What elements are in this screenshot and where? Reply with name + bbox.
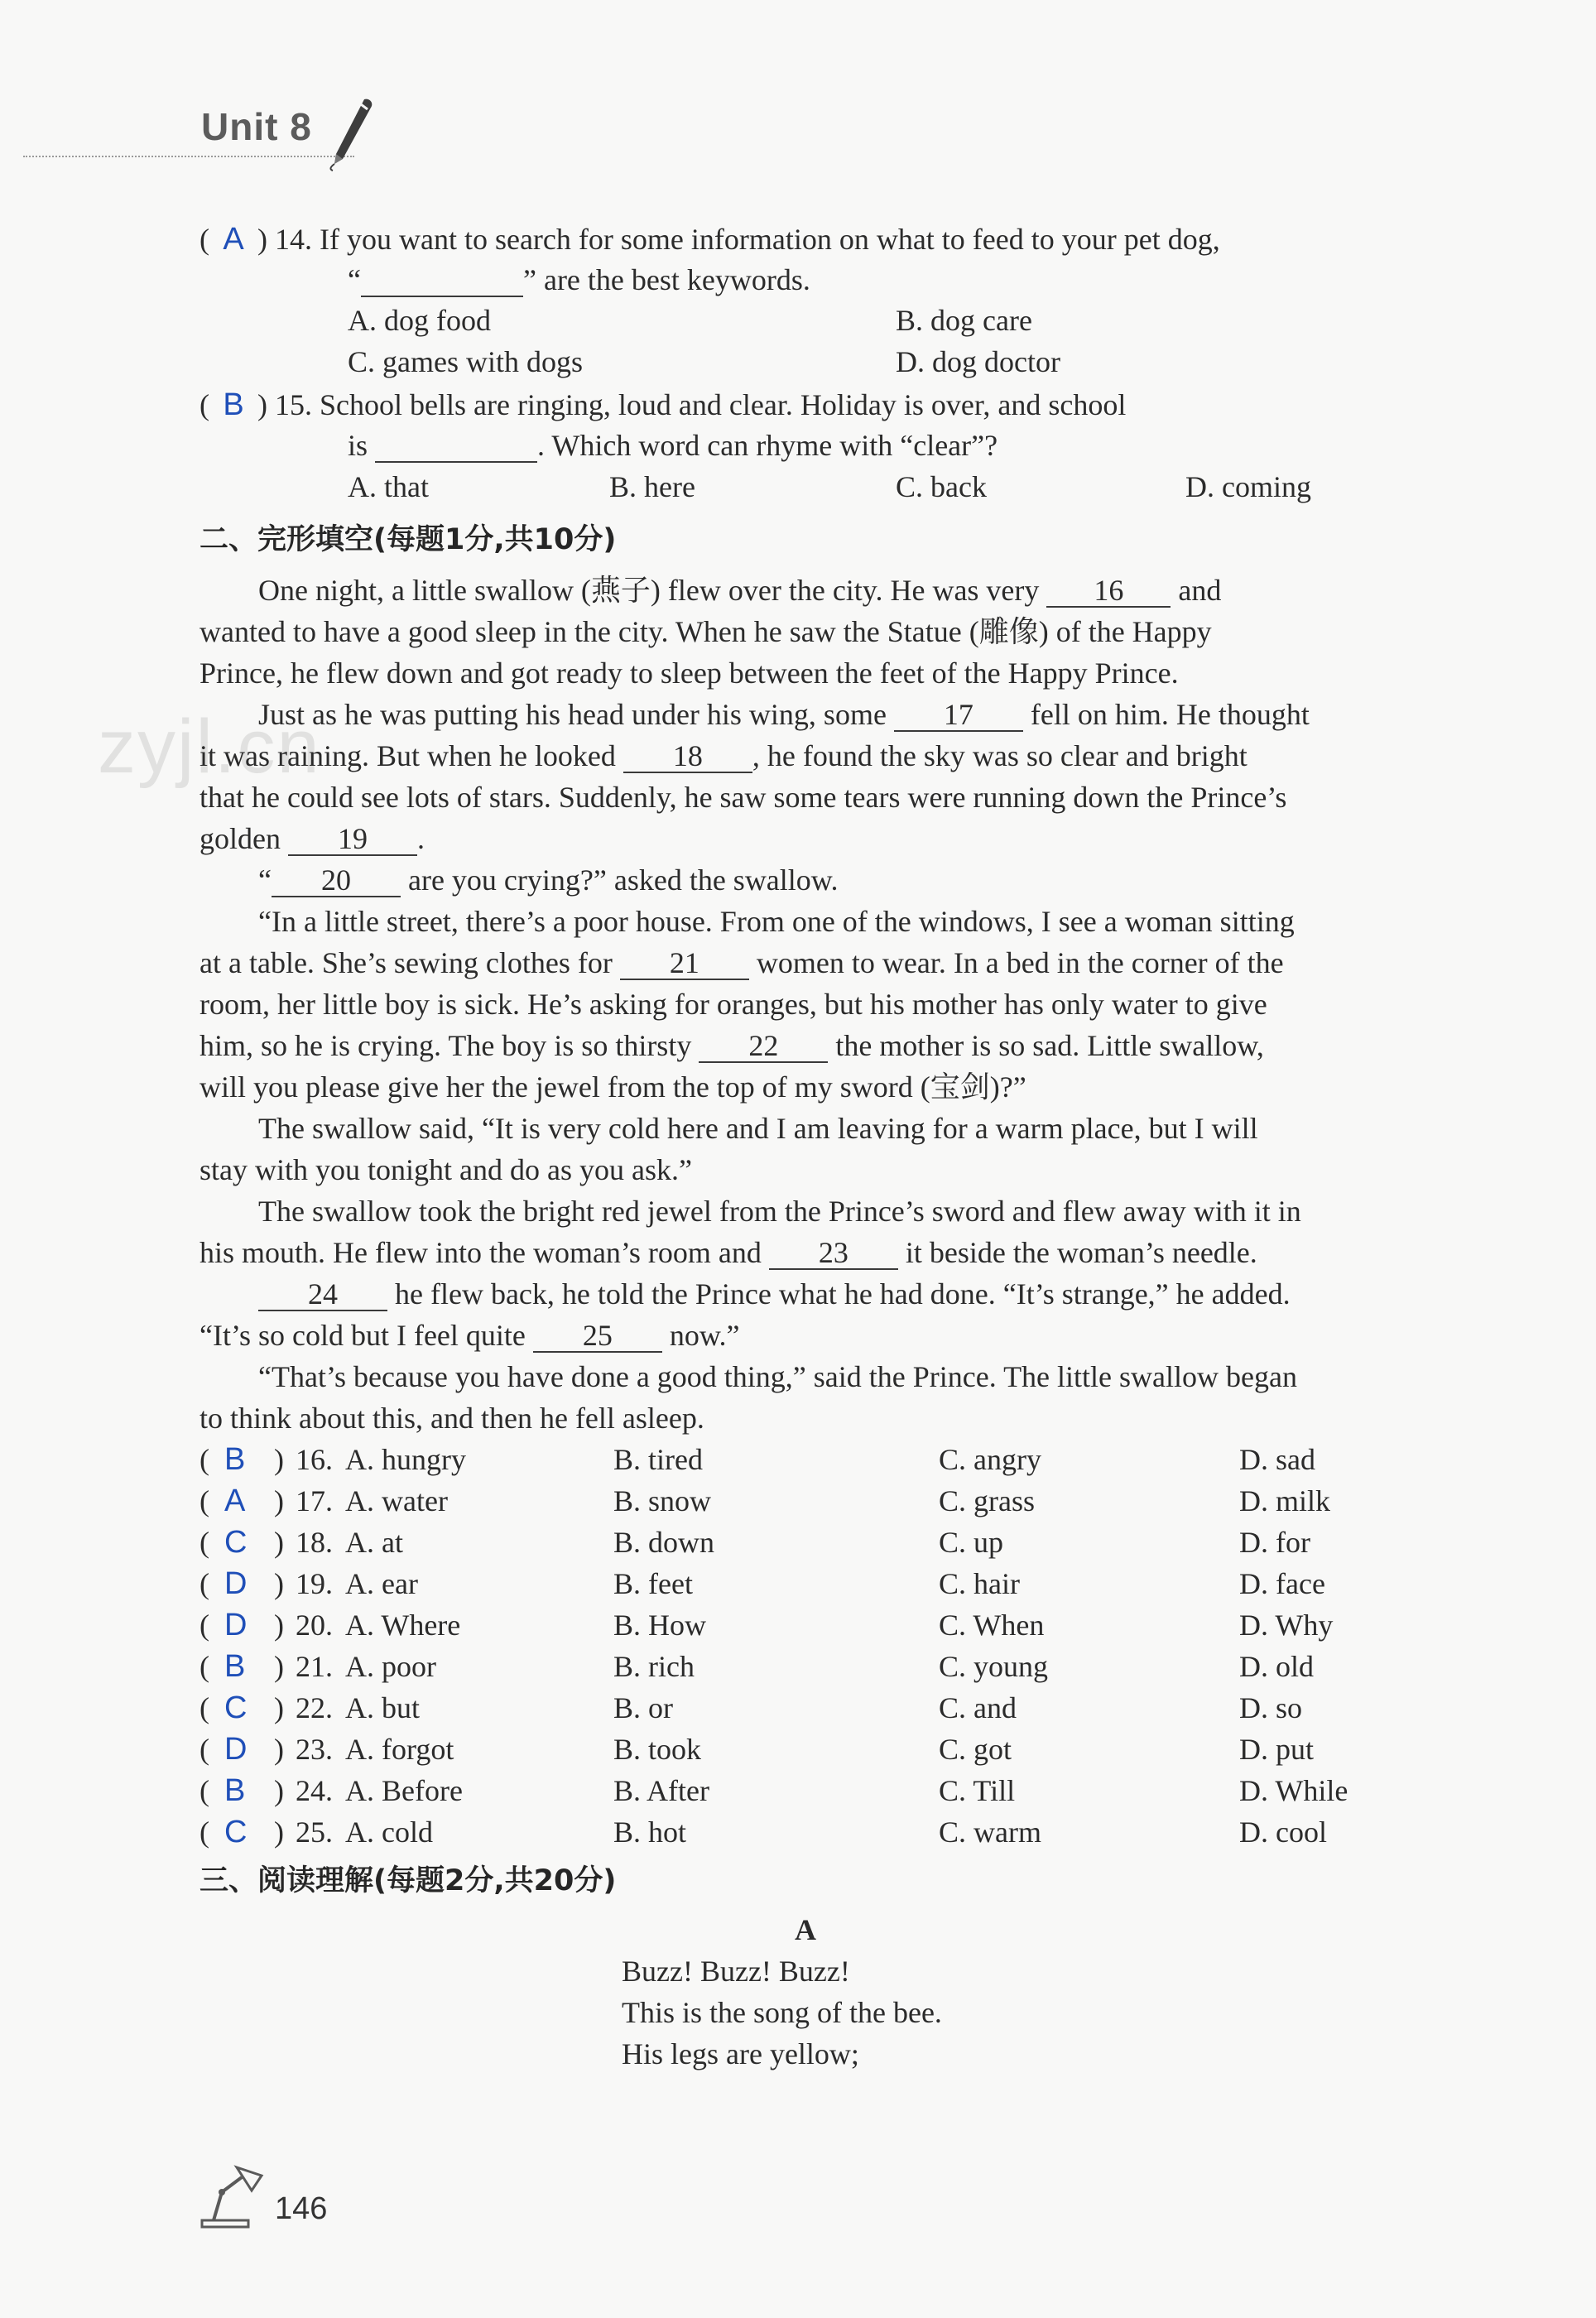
answer-letter: A (224, 1484, 246, 1518)
option-a: A. at (345, 1526, 403, 1559)
option-c: C. up (939, 1526, 1004, 1559)
question-number: 19. (296, 1567, 333, 1600)
unit-title: Unit 8 (201, 105, 312, 148)
passage-line: to think about this, and then he fell asleep. (200, 1402, 704, 1435)
passage-line: The swallow said, “It is very cold here and I am leaving for a warm place, but I will (258, 1112, 1258, 1145)
blank-21: 21 (620, 945, 749, 980)
page-number: 146 (275, 2191, 328, 2226)
question-number: 17. (296, 1484, 333, 1517)
q15-stem: 15. School bells are ringing, loud and clear. Holiday is over, and school (275, 388, 1127, 421)
cloze-question-row: ( B ) 24. A. Before B. After C. Till D. While (200, 1773, 1348, 1808)
poem-line: This is the song of the bee. (622, 1996, 942, 2029)
option-b: B. How (613, 1609, 707, 1642)
answer-letter: B (224, 1442, 246, 1477)
passage-line: “It’s so cold but I feel quite 25 now.” (200, 1319, 740, 1352)
section-2-heading: 二、完形填空(每题1分,共10分) (200, 523, 617, 556)
answer-15: B (223, 387, 244, 422)
section-3-heading: 三、阅读理解(每题2分,共20分) (200, 1864, 617, 1897)
option-a: A. but (345, 1691, 420, 1724)
blank-19: 19 (288, 821, 417, 856)
option-a: A. water (345, 1484, 448, 1517)
passage-line: One night, a little swallow (燕子) flew over the city. He was very 16 and (258, 574, 1222, 607)
option-d: D. face (1239, 1567, 1325, 1600)
blank-17: 17 (894, 697, 1023, 732)
blank-20: 20 (272, 863, 401, 897)
q14-option-b: B. dog care (896, 304, 1032, 337)
q15-option-b: B. here (609, 470, 695, 503)
option-c: C. grass (939, 1484, 1035, 1517)
option-d: D. milk (1239, 1484, 1331, 1517)
blank-23: 23 (769, 1235, 898, 1270)
answer-letter: C (224, 1690, 248, 1725)
q14-stem-line2: “ ” are the best keywords. (348, 263, 810, 296)
passage-line: golden 19 . (200, 822, 425, 855)
option-a: A. Before (345, 1774, 463, 1807)
option-d: D. for (1239, 1526, 1310, 1559)
option-d: D. old (1239, 1650, 1314, 1683)
passage-line: Just as he was putting his head under his wing, some 17 fell on him. He thought (258, 698, 1310, 731)
option-d: D. put (1239, 1733, 1314, 1766)
question-number: 23. (296, 1733, 333, 1766)
option-c: C. warm (939, 1815, 1041, 1849)
option-b: B. feet (613, 1567, 693, 1600)
option-b: B. or (613, 1691, 673, 1724)
option-d: D. so (1239, 1691, 1303, 1724)
option-c: C. and (939, 1691, 1017, 1724)
passage-line: him, so he is crying. The boy is so thirsty 22 the mother is so sad. Little swallow, (200, 1029, 1264, 1062)
passage-title: A (795, 1913, 816, 1946)
answer-14: A (223, 222, 244, 257)
question-number: 24. (296, 1774, 333, 1807)
cloze-question-row: ( A ) 17. A. water B. snow C. grass D. milk (200, 1484, 1331, 1518)
question-number: 25. (296, 1815, 333, 1849)
question-number: 20. (296, 1609, 333, 1642)
option-b: B. After (613, 1774, 709, 1807)
q14-option-d: D. dog doctor (896, 345, 1060, 378)
option-a: A. hungry (345, 1443, 466, 1476)
passage-line: stay with you tonight and do as you ask.” (200, 1153, 692, 1186)
question-14: ( A ) 14. If you want to search for some information on what to feed to your pet dog, (200, 222, 1220, 257)
passage-line: “In a little street, there’s a poor house. From one of the windows, I see a woman sitting (258, 905, 1295, 938)
blank-18: 18 (623, 738, 752, 773)
watermark: zyjl.cn (98, 705, 321, 789)
cloze-question-row: ( C ) 18. A. at B. down C. up D. for (200, 1525, 1310, 1560)
option-d: D. Why (1239, 1609, 1334, 1642)
answer-letter: C (224, 1525, 248, 1560)
option-b: B. snow (613, 1484, 712, 1517)
answer-letter: B (224, 1773, 246, 1808)
cloze-question-row: ( B ) 21. A. poor B. rich C. young D. old (200, 1649, 1314, 1684)
question-number: 22. (296, 1691, 333, 1724)
blank-24: 24 (258, 1277, 387, 1311)
question-number: 16. (296, 1443, 333, 1476)
option-d: D. sad (1239, 1443, 1315, 1476)
answer-letter: D (224, 1608, 248, 1642)
passage-line: 24 he flew back, he told the Prince what he had done. “It’s strange,” he added. (258, 1277, 1291, 1311)
answer-letter: D (224, 1732, 248, 1767)
q15-stem-line2: is . Which word can rhyme with “clear”? (348, 429, 998, 462)
poem-line: His legs are yellow; (622, 2037, 859, 2070)
option-b: B. down (613, 1526, 715, 1559)
cloze-question-row: ( D ) 20. A. Where B. How C. When D. Why (200, 1608, 1334, 1642)
answer-letter: C (224, 1815, 248, 1849)
cloze-question-row: ( B ) 16. A. hungry B. tired C. angry D. sad (200, 1442, 1315, 1477)
q15-option-a: A. that (348, 470, 429, 503)
passage-line: room, her little boy is sick. He’s asking for oranges, but his mother has only water to give (200, 988, 1267, 1021)
option-c: C. angry (939, 1443, 1041, 1476)
cloze-question-row: ( D ) 23. A. forgot B. took C. got D. put (200, 1732, 1314, 1767)
option-d: D. While (1239, 1774, 1348, 1807)
option-b: B. tired (613, 1443, 703, 1476)
option-b: B. hot (613, 1815, 687, 1849)
option-a: A. poor (345, 1650, 436, 1683)
q14-option-a: A. dog food (348, 304, 491, 337)
option-c: C. hair (939, 1567, 1020, 1600)
blank-25: 25 (533, 1318, 662, 1353)
q15-option-d: D. coming (1185, 470, 1311, 503)
question-number: 18. (296, 1526, 333, 1559)
passage-line: wanted to have a good sleep in the city. When he saw the Statue (雕像) of the Happy (200, 615, 1212, 648)
answer-blank (361, 262, 523, 297)
question-15: ( B ) 15. School bells are ringing, loud and clear. Holiday is over, and school (200, 387, 1127, 422)
passage-line: his mouth. He flew into the woman’s room and 23 it beside the woman’s needle. (200, 1236, 1257, 1269)
passage-line: “That’s because you have done a good thing,” said the Prince. The little swallow began (258, 1360, 1297, 1393)
passage-line: at a table. She’s sewing clothes for 21 women to wear. In a bed in the corner of the (200, 946, 1284, 979)
option-c: C. young (939, 1650, 1049, 1683)
pen-icon (324, 96, 376, 172)
option-a: A. cold (345, 1815, 433, 1849)
q14-stem: 14. If you want to search for some information on what to feed to your pet dog, (275, 223, 1220, 256)
option-b: B. took (613, 1733, 702, 1766)
cloze-question-row: ( C ) 22. A. but B. or C. and D. so (200, 1690, 1303, 1725)
blank-22: 22 (699, 1028, 828, 1063)
passage-line: it was raining. But when he looked 18 , he found the sky was so clear and bright (200, 739, 1247, 772)
question-number: 21. (296, 1650, 333, 1683)
passage-line: will you please give her the jewel from the top of my sword (宝剑)?” (200, 1070, 1026, 1104)
cloze-question-row: ( C ) 25. A. cold B. hot C. warm D. cool (200, 1815, 1327, 1849)
answer-letter: B (224, 1649, 246, 1684)
option-d: D. cool (1239, 1815, 1327, 1849)
desk-lamp-icon (197, 2162, 272, 2229)
passage-line: that he could see lots of stars. Suddenly, he saw some tears were running down the Prince’s (200, 781, 1287, 814)
option-c: C. Till (939, 1774, 1016, 1807)
passage-line: Prince, he flew down and got ready to sleep between the feet of the Happy Prince. (200, 656, 1179, 690)
passage-line: “ 20 are you crying?” asked the swallow. (258, 863, 839, 897)
header-rule (23, 156, 354, 157)
cloze-question-row: ( D ) 19. A. ear B. feet C. hair D. face (200, 1566, 1325, 1601)
blank-16: 16 (1046, 573, 1171, 608)
option-a: A. Where (345, 1609, 461, 1642)
q14-option-c: C. games with dogs (348, 345, 583, 378)
answer-letter: D (224, 1566, 248, 1601)
option-a: A. ear (345, 1567, 418, 1600)
q15-option-c: C. back (896, 470, 987, 503)
option-b: B. rich (613, 1650, 695, 1683)
answer-blank (375, 428, 537, 463)
option-c: C. got (939, 1733, 1012, 1766)
option-a: A. forgot (345, 1733, 454, 1766)
passage-line: The swallow took the bright red jewel from the Prince’s sword and flew away with it in (258, 1195, 1301, 1228)
poem-line: Buzz! Buzz! Buzz! (622, 1955, 850, 1988)
option-c: C. When (939, 1609, 1045, 1642)
